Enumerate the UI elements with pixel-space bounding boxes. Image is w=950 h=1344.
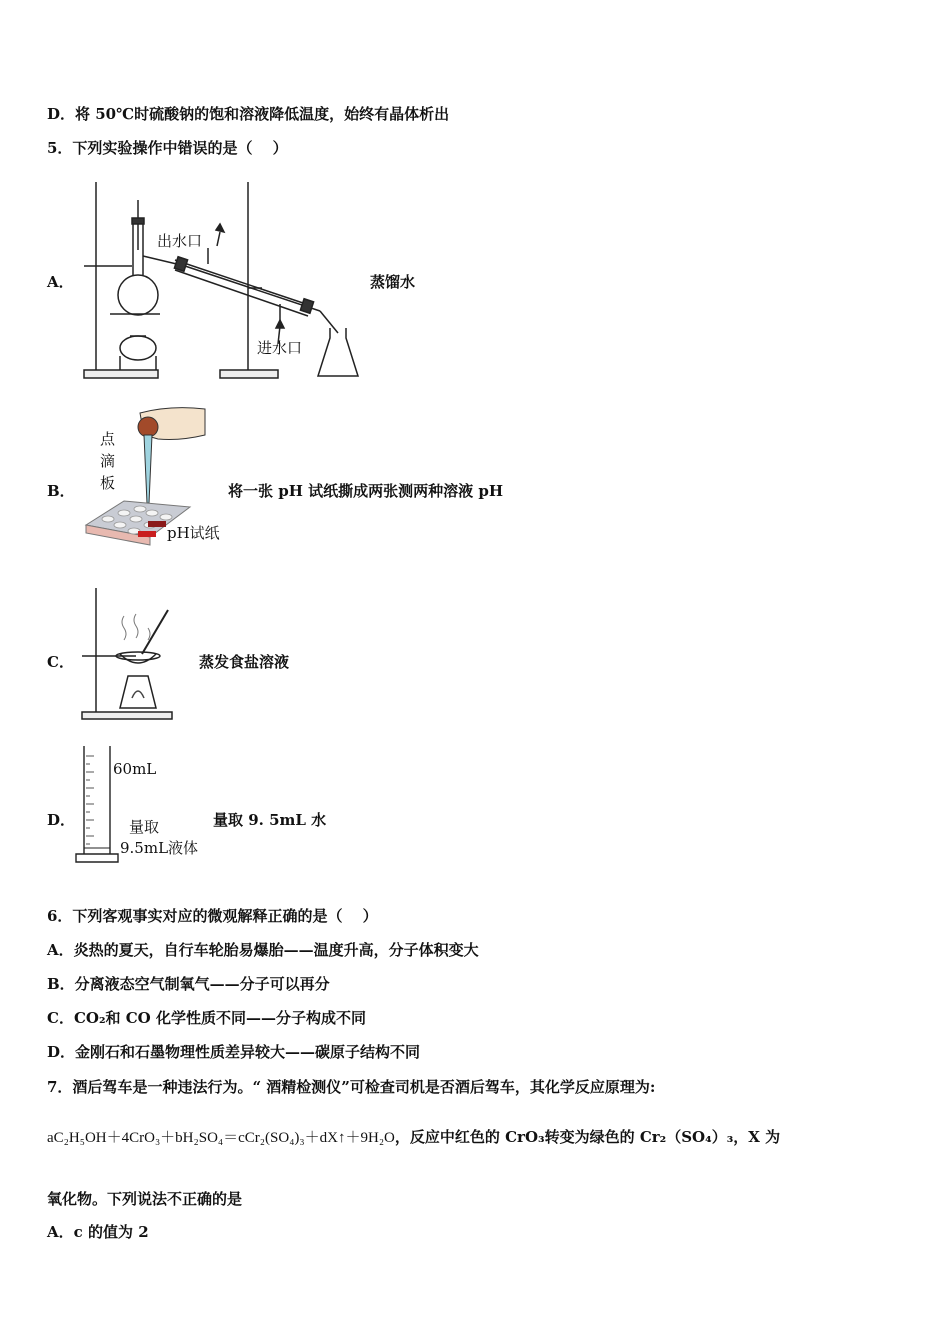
condenser-inlet-label: 进水口 [257, 339, 303, 357]
distillation-apparatus-figure [80, 178, 380, 383]
q6-option-b: B．分离液态空气制氧气——分子可以再分 [47, 975, 330, 993]
ph-paper-label: pH试纸 [167, 524, 220, 542]
q5-option-c-letter: C． [47, 653, 74, 671]
q6-option-d: D．金刚石和石墨物理性质差异较大——碳原子结构不同 [47, 1043, 421, 1061]
spot-plate-label: 点滴板 [100, 430, 116, 492]
q5-option-d-letter: D． [47, 811, 76, 829]
q5-option-a-caption: 蒸馏水 [370, 273, 416, 291]
q5-option-c-caption: 蒸发食盐溶液 [199, 653, 290, 671]
q4-option-d: D．将 50℃时硫酸钠的饱和溶液降低温度，始终有晶体析出 [47, 105, 450, 123]
cylinder-measure-label: 量取 [129, 818, 160, 836]
q7-equation-tail: ，反应中红色的 CrO₃转变为绿色的 Cr₂（SO₄）₃，X 为 [394, 1128, 781, 1146]
q6-option-a: A．炎热的夏天，自行车轮胎易爆胎——温度升高，分子体积变大 [47, 941, 479, 959]
q5-option-d-caption: 量取 9. 5mL 水 [213, 811, 327, 829]
q7-option-a: A．c 的值为 2 [47, 1223, 149, 1241]
evaporation-figure [80, 586, 180, 721]
q5-option-b-letter: B． [47, 482, 75, 500]
reaction-equation: aC₂H₅OH＋4CrO₃＋bH₂SO₄＝cCr₂(SO₄)₃＋dX↑＋9H₂O [47, 1130, 395, 1146]
q7-continuation: 氧化物。下列说法不正确的是 [47, 1190, 243, 1208]
q7-stem: 7．酒后驾车是一种违法行为。“ 酒精检测仪”可检查司机是否酒后驾车，其化学反应原理为: [47, 1078, 656, 1096]
q7-equation-line [47, 1126, 780, 1147]
q5-option-a-letter: A． [47, 273, 74, 291]
cylinder-volume-label: 9.5mL液体 [120, 839, 199, 857]
q5-stem: 5．下列实验操作中错误的是（ ） [47, 139, 288, 157]
cylinder-scale-label: 60mL [113, 760, 157, 778]
condenser-outlet-label: 出水口 [157, 232, 203, 250]
q5-option-b-caption: 将一张 pH 试纸撕成两张测两种溶液 pH [228, 482, 503, 500]
q6-stem: 6．下列客观事实对应的微观解释正确的是（ ） [47, 907, 378, 925]
q6-option-c: C．CO₂和 CO 化学性质不同——分子构成不同 [47, 1009, 366, 1027]
